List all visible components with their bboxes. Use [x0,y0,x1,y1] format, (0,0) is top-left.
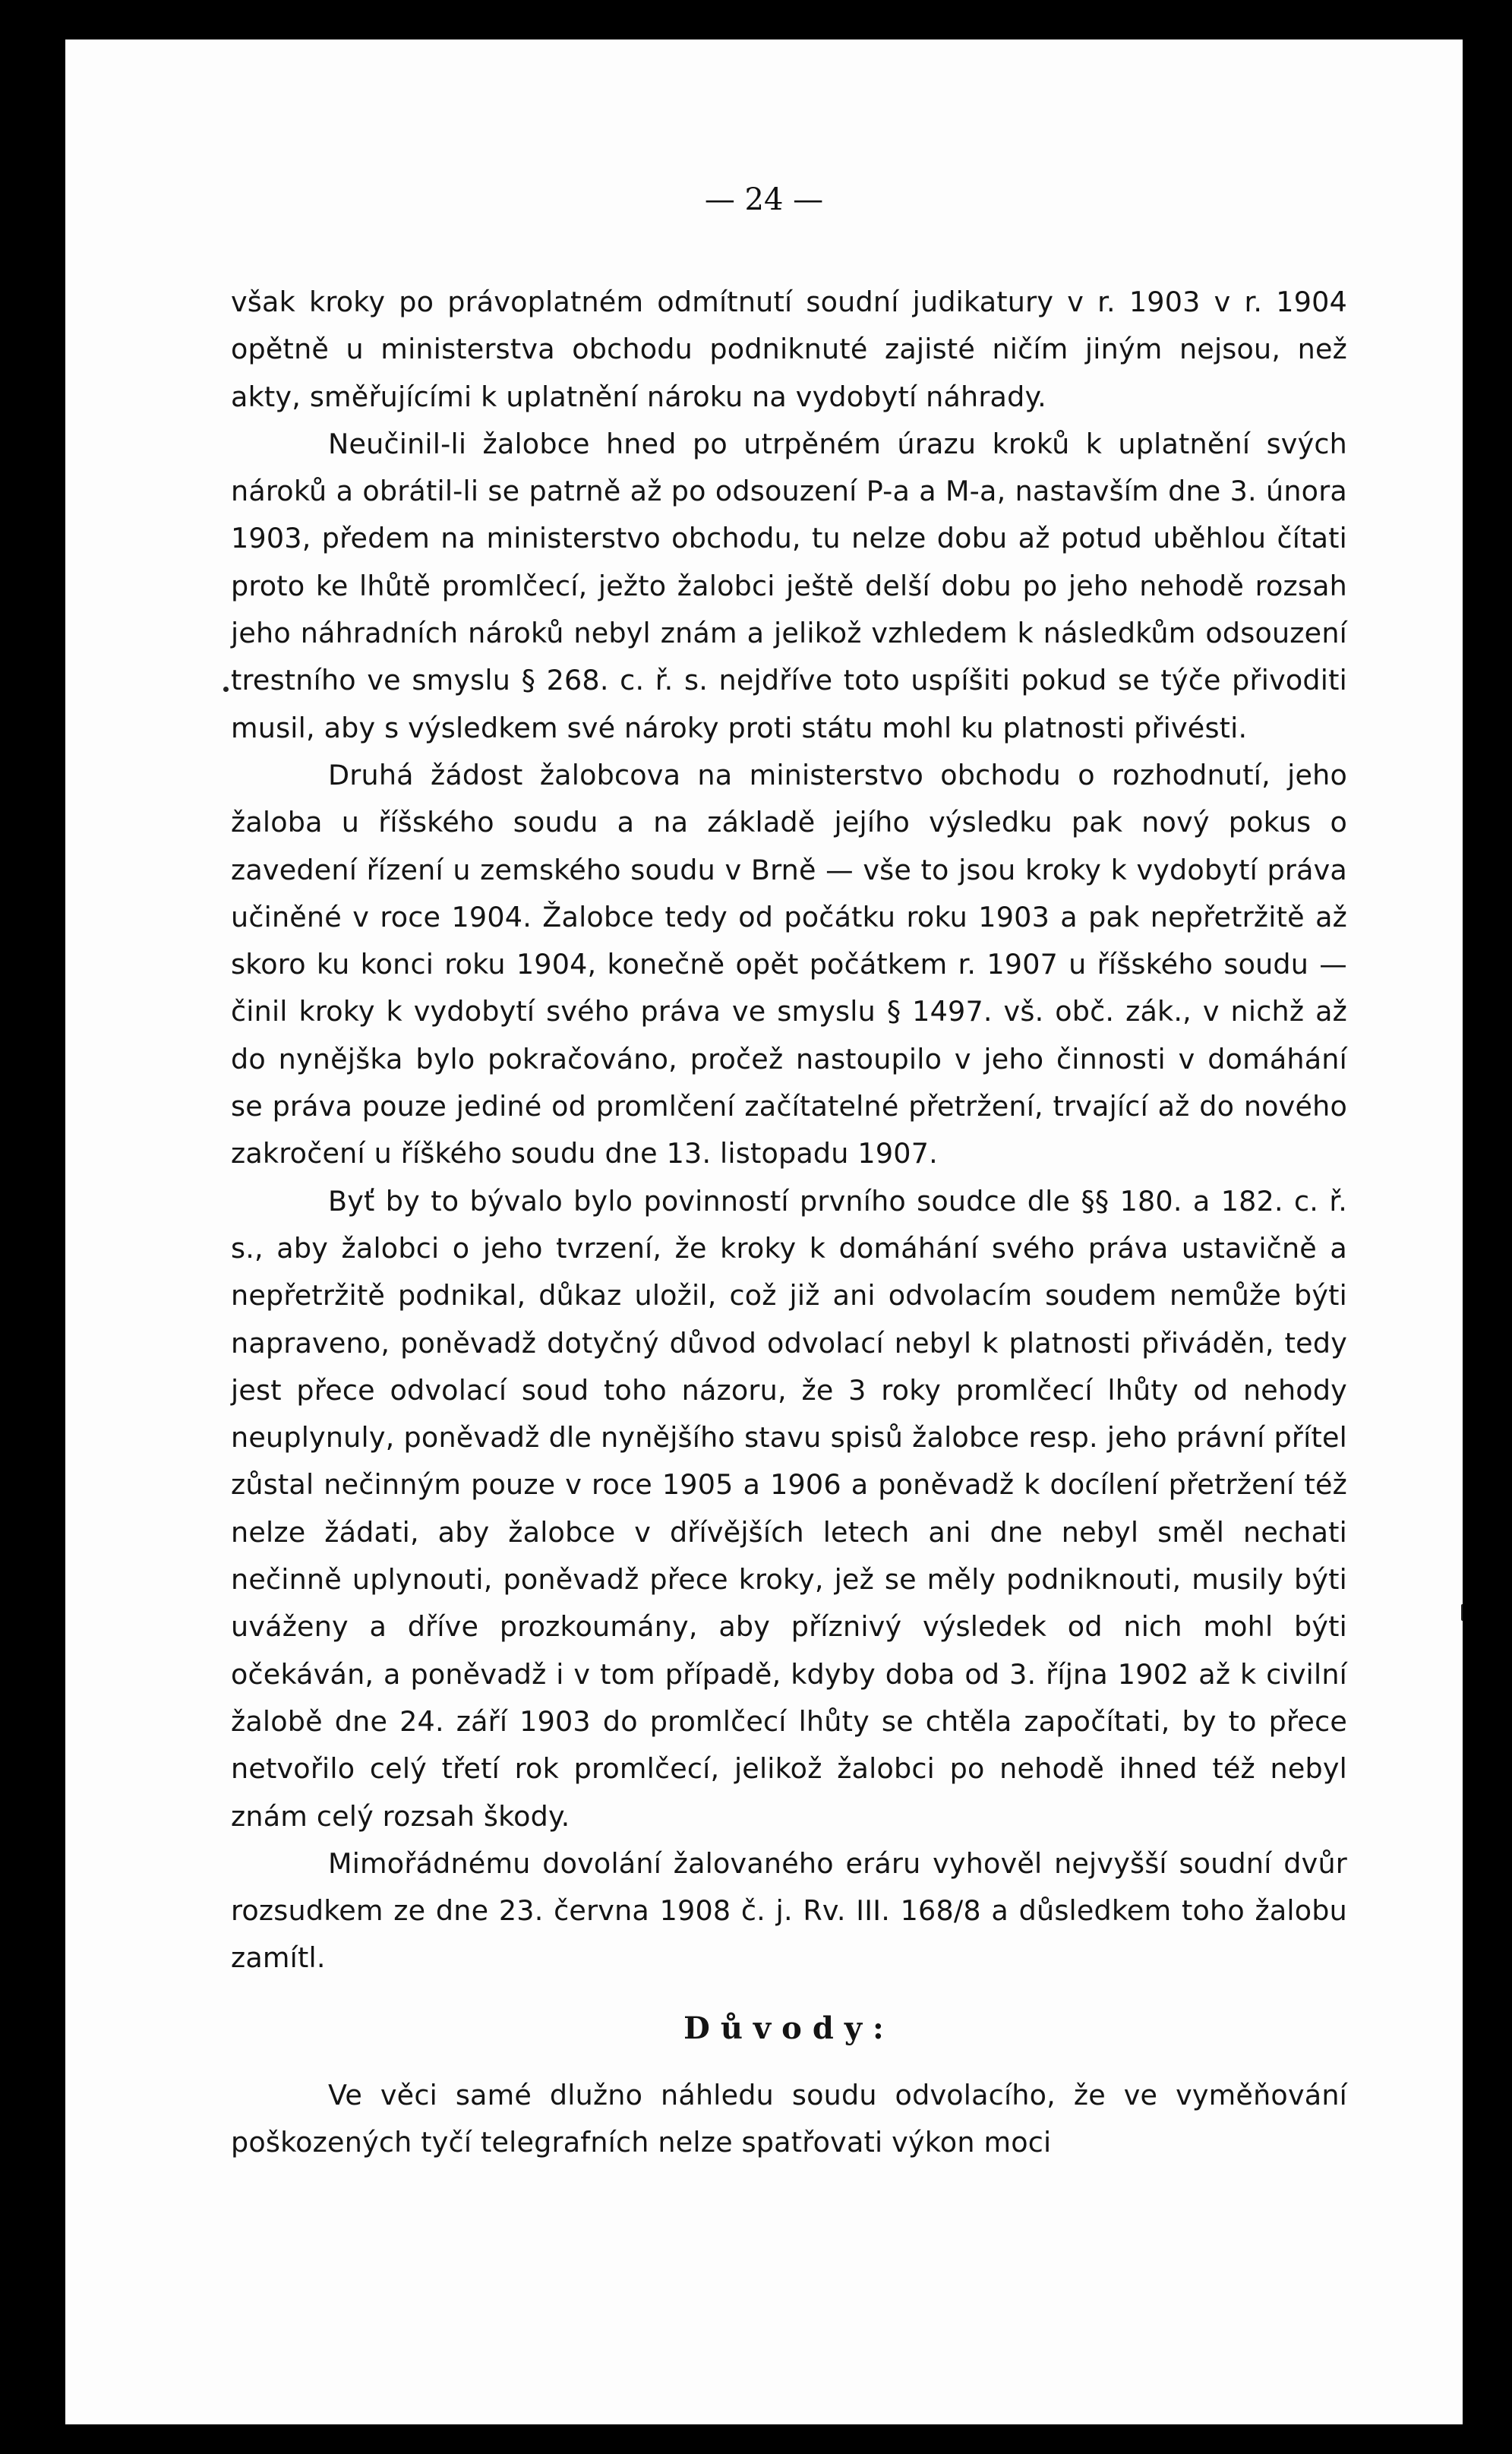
section-heading: Důvody: [683,2010,895,2046]
paragraph-3: Druhá žádost žalobcova na ministerstvo obchodu o rozhodnutí, jeho žaloba u říšského soudu a na základě jejího výsledku pak nový pokus o zavedení řízení u zemského soudu v Brně — vše to jsou kroky k vydobytí práva učiněné v roce 1904. Žalobce tedy od počátku roku 1903 a pak nepřetržitě až skoro ku konci roku 1904, konečně opět počátkem r. 1907 u říšského soudu — činil kroky k vydobytí svého práva ve smyslu § 1497. vš. obč. zák., v nichž až do nynějška bylo pokračováno, pročež nastoupilo v jeho činnosti v domáhání se práva pouze jediné od promlčení začítatelné přetržení, trvající až do nového zakročení u říškého soudu dne 13. listopadu 1907. [231,758,1347,1170]
paragraph-1: však kroky po právoplatném odmítnutí soudní judikatury v r. 1903 v r. 1904 opětně u ministerstva obchodu podniknuté zajisté ničím jiným nejsou, než akty, směřujícími k uplatnění nároku na vydobytí náhrady. [231,286,1347,413]
scan-speck [1461,1604,1463,1621]
paragraph-4: Byť by to bývalo bylo povinností prvního soudce dle §§ 180. a 182. c. ř. s., aby žalobci o jeho tvrzení, že kroky k domáhání svého práva ustavičně a nepřetržitě podnikal, důkaz uložil, což již ani odvolacím soudem nemůže býti napraveno, poněvadž dotyčný důvod odvolací nebyl k platnosti přiváděn, tedy jest přece odvolací soud toho názoru, že 3 roky promlčecí lhůty od nehody neuplynuly, poněvadž dle nynějšího stavu spisů žalobce resp. jeho právní přítel zůstal nečinným pouze v roce 1905 a 1906 a poněvadž k docílení přetržení též nelze žádati, aby žalobce v dřívějších letech ani dne nebyl směl nechati nečinně uplynouti, poněvadž přece kroky, jež se měly podniknouti, musily býti uváženy a dříve prozkoumány, aby příznivý výsledek od nich mohl býti očekáván, a poněvadž i v tom případě, kdyby doba od 3. října 1902 až k civilní žalobě dne 24. září 1903 do promlčecí lhůty se chtěla započítati, by to přece netvořilo celý třetí rok promlčecí, jelikož žalobci po nehodě ihned též nebyl znám celý rozsah škody. [231,1184,1347,1833]
scanned-page [65,39,1463,2424]
scan-speck [223,687,229,692]
body-text [231,279,1347,2166]
paragraph-final: Ve věci samé dlužno náhledu soudu odvolacího, že ve vyměňování poškozených tyčí telegrafních nelze spatřovati výkon moci [231,2078,1347,2159]
page-number: — 24 — [704,182,824,217]
paragraph-5: Mimořádnému dovolání žalovaného eráru vyhověl nejvyšší soudní dvůr rozsudkem ze dne 23. června 1908 č. j. Rv. III. 168/8 a důsledkem toho žalobu zamítl. [231,1846,1347,1975]
paragraph-2: Neučinil-li žalobce hned po utrpěném úrazu kroků k uplatnění svých nároků a obrátil-li se patrně až po odsouzení P-a a M-a, nastavším dne 3. února 1903, předem na ministerstvo obchodu, tu nelze dobu až potud uběhlou čítati proto ke lhůtě promlčecí, ježto žalobci ještě delší dobu po jeho nehodě rozsah jeho náhradních nároků nebyl znám a jelikož vzhledem k následkům odsouzení trestního ve smyslu § 268. c. ř. s. nejdříve toto uspíšiti pokud se týče přivoditi musil, aby s výsledkem své nároky proti státu mohl ku platnosti přivésti. [231,427,1347,744]
